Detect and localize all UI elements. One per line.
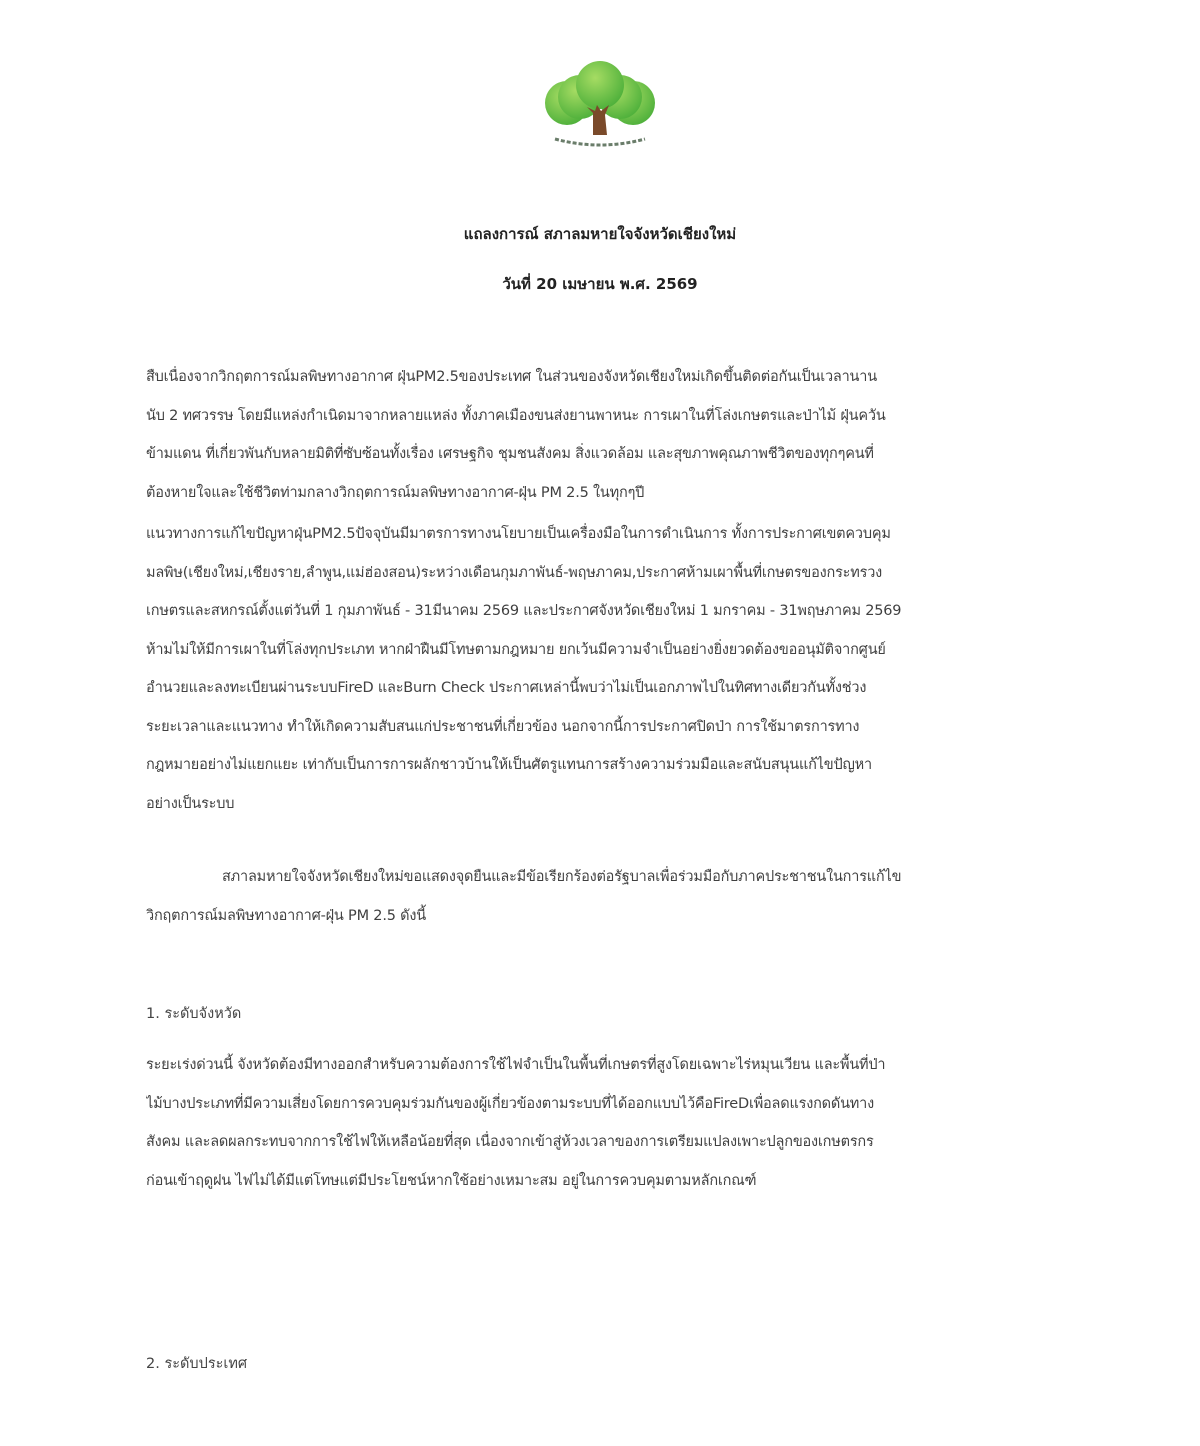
text-line: อำนวยและลงทะเบียนผ่านระบบFireD และBurn Check ประกาศเหล่านี้พบว่าไม่เป็นเอกภาพไปในทิศทางเดียวกันทั้งช่วง: [146, 680, 867, 696]
tree-logo-icon: [535, 55, 665, 165]
text-line: นับ 2 ทศวรรษ โดยมีแหล่งกำเนิดมาจากหลายแหล่ง ทั้งภาคเมืองขนส่งยานพาหนะ การเผาในที่โล่งเกษตรและป่าไม้ ฝุ่นควัน: [146, 407, 886, 424]
text-line: เกษตรและสหกรณ์ตั้งแต่วันที่ 1 กุมภาพันธ์ - 31มีนาคม 2569 และประกาศจังหวัดเชียงใหม่ 1 มกราคม - 31พฤษภาคม 2569: [146, 603, 902, 619]
text-line: สภาลมหายใจจังหวัดเชียงใหม่ขอแสดงจุดยืนและมีข้อเรียกร้องต่อรัฐบาลเพื่อร่วมมือกับภาคประชาชนในการแก้ไข: [222, 869, 902, 885]
text-line: ไม้บางประเภทที่มีความเสี่ยงโดยการควบคุมร่วมกันของผู้เกี่ยวข้องตามระบบที่ได้ออกแบบไว้คือFireDเพื่อลดแรงกดดันทาง: [146, 1095, 874, 1112]
paragraph-position-statement: [146, 858, 1061, 935]
document-title: แถลงการณ์ สภาลมหายใจจังหวัดเชียงใหม่: [463, 225, 737, 243]
section-heading-provincial: 1. ระดับจังหวัด: [146, 1006, 242, 1022]
text-line: ระยะเวลาและแนวทาง ทำให้เกิดความสับสนแก่ประชาชนที่เกี่ยวข้อง นอกจากนี้การประกาศปิดป่า การใช้มาตรการทาง: [146, 718, 860, 735]
text-line: แนวทางการแก้ไขปัญหาฝุ่นPM2.5ปัจจุบันมีมาตรการทางนโยบายเป็นเครื่องมือในการดำเนินการ ทั้งการประกาศเขตควบคุม: [146, 526, 891, 542]
document-date: วันที่ 20 เมษายน พ.ศ. 2569: [502, 275, 698, 293]
text-line: วิกฤตการณ์มลพิษทางอากาศ-ฝุ่น PM 2.5 ดังนี้: [146, 907, 426, 924]
text-line: ต้องหายใจและใช้ชีวิตท่ามกลางวิกฤตการณ์มลพิษทางอากาศ-ฝุ่น PM 2.5 ในทุกๆปี: [146, 484, 645, 501]
text-line: ระยะเร่งด่วนนี้ จังหวัดต้องมีทางออกสำหรับความต้องการใช้ไฟจำเป็นในพื้นที่เกษตรที่สูงโดยเฉพาะไร่หมุนเวียน และพื้นที่ป่า: [146, 1057, 886, 1073]
text-line: กฎหมายอย่างไม่แยกแยะ เท่ากับเป็นการการผลักชาวบ้านให้เป็นศัตรูแทนการสร้างความร่วมมือและสนับสนุนแก้ไขปัญหา: [146, 757, 872, 773]
paragraph-background: [146, 358, 1061, 512]
text-line: อย่างเป็นระบบ: [146, 795, 235, 812]
text-line: สืบเนื่องจากวิกฤตการณ์มลพิษทางอากาศ ฝุ่นPM2.5ของประเทศ ในส่วนของจังหวัดเชียงใหม่เกิดขึ้นติดต่อกันเป็นเวลานาน: [146, 369, 877, 385]
paragraph-current-measures: [146, 515, 1061, 823]
text-line: สังคม และลดผลกระทบจากการใช้ไฟให้เหลือน้อยที่สุด เนื่องจากเข้าสู่ห้วงเวลาของการเตรียมแปลงเพาะปลูกของเกษตรกร: [146, 1134, 874, 1150]
text-line: ห้ามไม่ให้มีการเผาในที่โล่งทุกประเภท หากฝ่าฝืนมีโทษตามกฎหมาย ยกเว้นมีความจำเป็นอย่างยิ่งยวดต้องขออนุมัติจากศูนย์: [146, 641, 886, 658]
organization-logo: [535, 55, 665, 165]
text-line: ก่อนเข้าฤดูฝน ไฟไม่ได้มีแต่โทษแต่มีประโยชน์หากใช้อย่างเหมาะสม อยู่ในการควบคุมตามหลักเกณฑ์: [146, 1172, 757, 1189]
text-line: ข้ามแดน ที่เกี่ยวพันกับหลายมิติที่ซับซ้อนทั้งเรื่อง เศรษฐกิจ ชุมชนสังคม สิ่งแวดล้อม และสุขภาพคุณภาพชีวิตของทุกๆคนที่: [146, 446, 874, 462]
section-heading-national: 2. ระดับประเทศ: [146, 1356, 248, 1372]
paragraph-provincial-level: [146, 1046, 1061, 1200]
text-line: มลพิษ(เชียงใหม่,เชียงราย,ลำพูน,แม่ฮ่องสอน)ระหว่างเดือนกุมภาพันธ์-พฤษภาคม,ประกาศห้ามเผาพื้นที่เกษตรของกระทรวง: [146, 564, 883, 581]
